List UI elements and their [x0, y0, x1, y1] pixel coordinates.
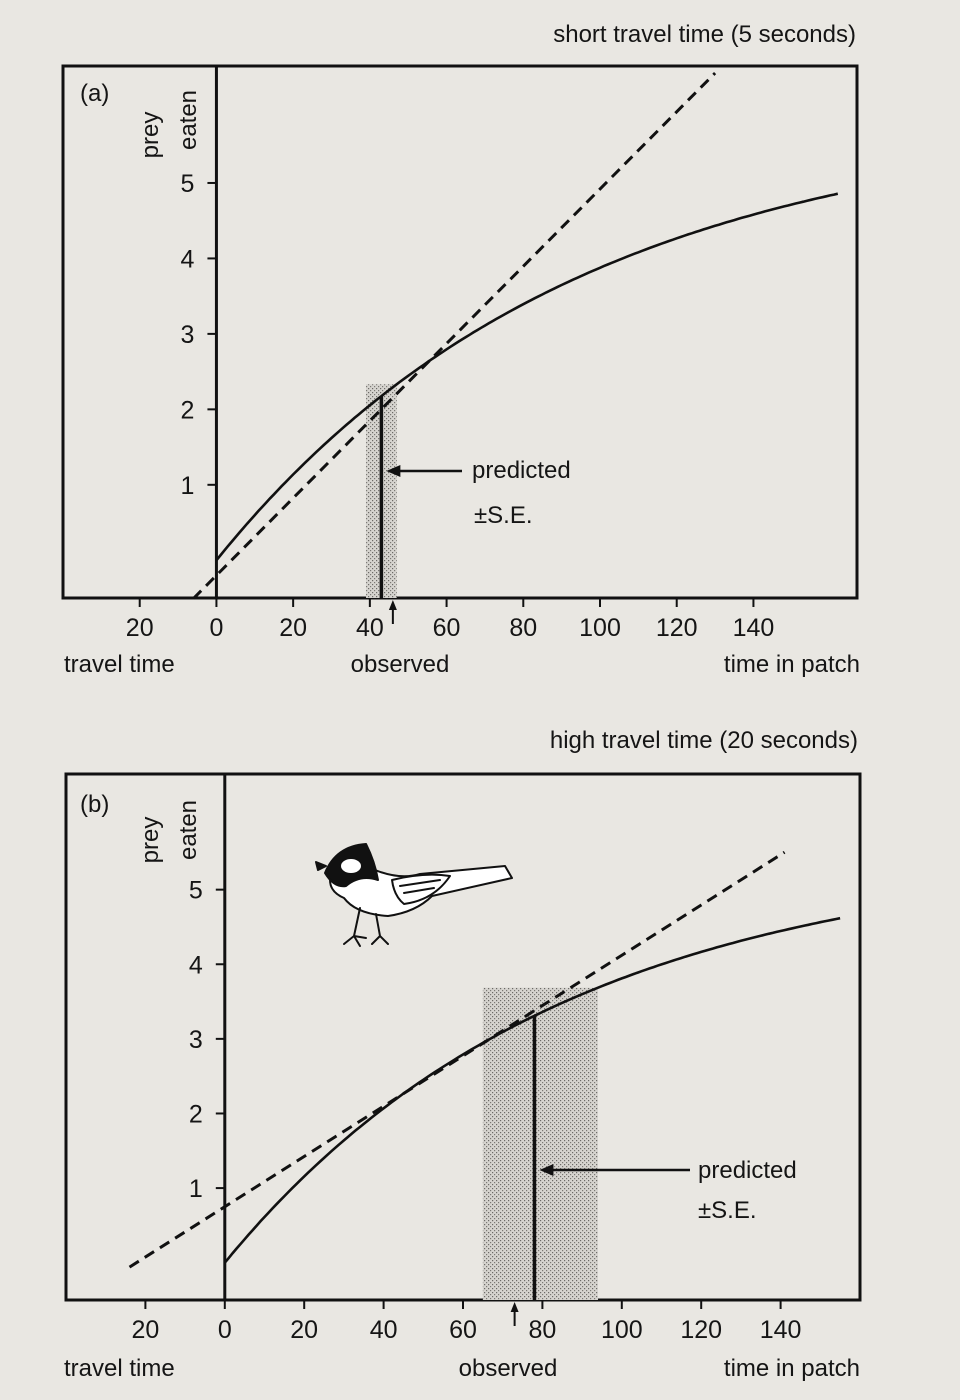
panel-a-x-tick-label: 20 — [279, 614, 308, 642]
panel-b-x-tick-label: 100 — [600, 1316, 643, 1344]
panel-b-observed-arrow — [511, 1302, 519, 1326]
panel-a-xlabel-travel-time: travel time — [64, 651, 175, 678]
panel-b-ylabel-eaten: eaten — [175, 799, 202, 861]
panel-b-x-tick-label: 0 — [217, 1316, 232, 1344]
panel-b-x-tick-label: 140 — [759, 1316, 802, 1344]
panel-b-x-tick-label: 40 — [369, 1316, 398, 1344]
panel-b-y-tick-label: 1 — [188, 1175, 203, 1204]
panel-a-observed-head — [389, 600, 397, 610]
panel-b-x-ticks — [131, 1300, 801, 1344]
panel-b-xlabel-observed: observed — [458, 1355, 558, 1382]
panel-a-x-tick-label: 0 — [209, 614, 224, 642]
panel-a-x-ticks — [126, 598, 774, 642]
panel-b-x-tick-label: 120 — [680, 1316, 723, 1344]
panel-b-x-tick-label: 20 — [131, 1316, 160, 1344]
panel-a-y-tick-label: 3 — [180, 320, 195, 349]
panel-a-y-tick-label: 1 — [180, 471, 195, 500]
panel-a-x-tick-label: 140 — [732, 614, 775, 642]
panel-a-x-tick-label: 20 — [125, 614, 154, 642]
panel-b-tangent-path — [130, 852, 785, 1267]
panel-b-x-tick-label: 80 — [528, 1316, 557, 1344]
panel-a-x-tick-label: 120 — [655, 614, 698, 642]
panel-b-observed-head — [511, 1302, 519, 1312]
panel-b — [64, 727, 860, 1382]
panel-b-x-tick-label: 60 — [449, 1316, 477, 1344]
panel-a-observed-arrow — [389, 600, 397, 624]
panel-b-annotation-se: ±S.E. — [698, 1197, 757, 1224]
panel-a-annotation-predicted: predicted — [472, 457, 571, 484]
panel-a-label: (a) — [80, 80, 110, 107]
panel-b-annotation-predicted: predicted — [698, 1157, 797, 1184]
bird-illustration — [316, 844, 512, 946]
panel-a-annotation-se: ±S.E. — [474, 502, 533, 529]
panel-b-y-tick-label: 5 — [188, 876, 203, 905]
panel-a-y-tick-label: 5 — [180, 169, 195, 198]
panel-a-annotation-arrow — [386, 465, 462, 477]
panel-b-x-tick-label: 20 — [290, 1316, 319, 1344]
panel-b-ylabel-prey: prey — [137, 816, 164, 864]
panel-b-tangent-line — [130, 852, 785, 1267]
panel-b-xlabel-travel-time: travel time — [64, 1355, 175, 1382]
panel-a-tangent-path — [193, 73, 715, 598]
panel-a-tangent-line — [193, 73, 715, 598]
panel-a-x-tick-label: 40 — [355, 614, 384, 642]
panel-b-y-tick-label: 2 — [188, 1100, 203, 1129]
panel-a-y-tick-label: 2 — [180, 396, 195, 425]
panel-a-ylabel-eaten: eaten — [175, 89, 202, 151]
panel-b-label: (b) — [80, 791, 110, 818]
panel-b-title: high travel time (20 seconds) — [549, 727, 858, 754]
panel-b-xlabel-time-in-patch: time in patch — [723, 1355, 860, 1382]
panel-a-x-tick-label: 60 — [432, 614, 461, 642]
panel-a-xlabel-observed: observed — [350, 651, 450, 678]
panel-b-y-tick-label: 3 — [188, 1025, 203, 1054]
panel-b-y-ticks — [189, 877, 225, 1203]
panel-a — [63, 21, 860, 678]
panel-a-x-tick-label: 100 — [579, 614, 621, 642]
panel-a-y-ticks — [181, 170, 217, 500]
panel-a-y-tick-label: 4 — [180, 245, 195, 274]
panel-a-xlabel-time-in-patch: time in patch — [723, 651, 860, 678]
panel-b-y-tick-label: 4 — [188, 951, 203, 980]
panel-a-title: short travel time (5 seconds) — [553, 21, 856, 48]
panel-a-x-tick-label: 80 — [509, 614, 538, 642]
panel-a-ylabel-prey: prey — [137, 111, 164, 159]
